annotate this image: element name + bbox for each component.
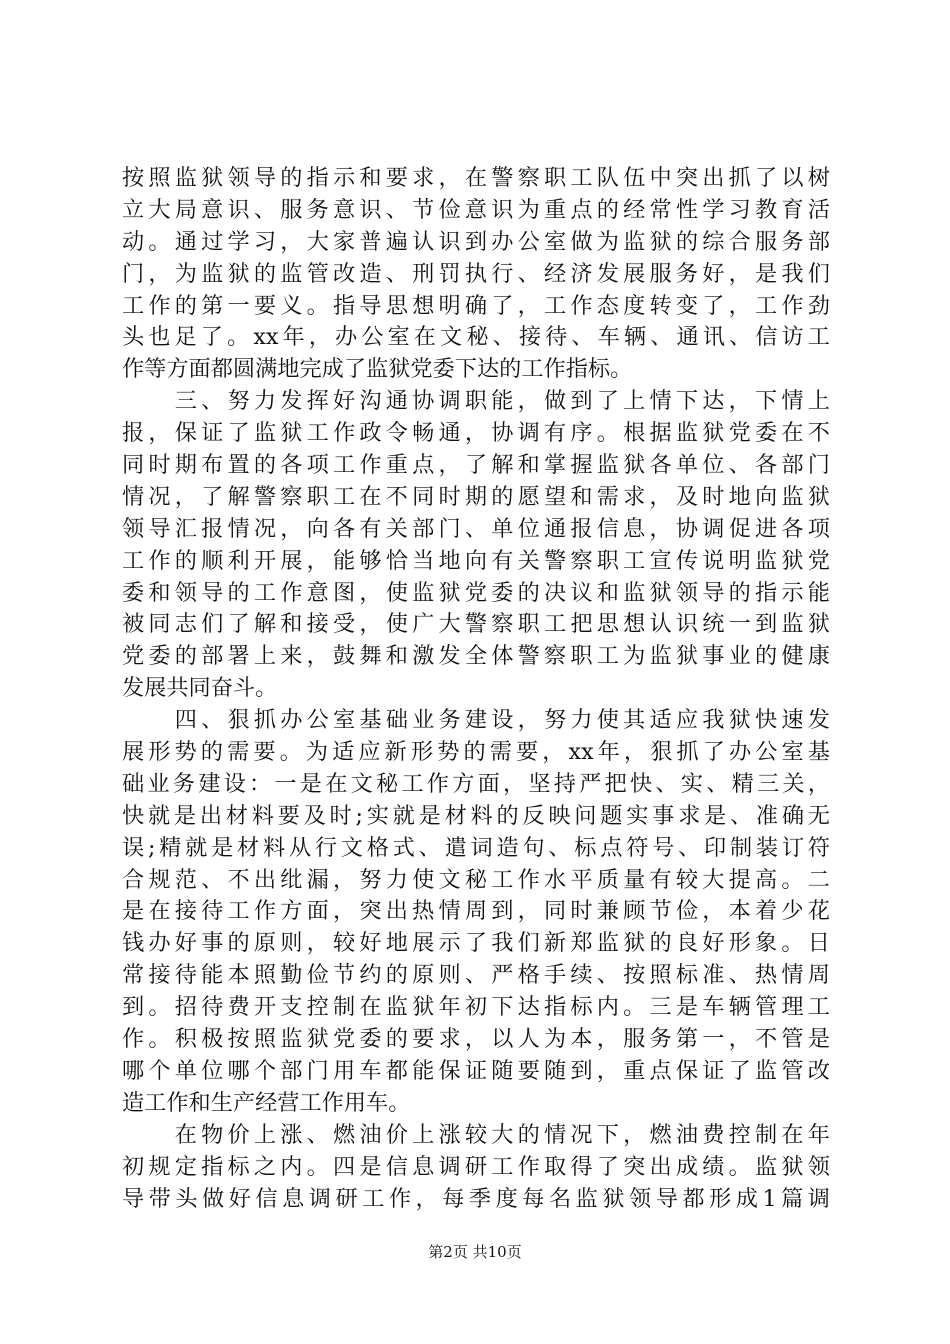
text-line: 被同志们了解和接受，使广大警察职工把思想认识统一到监狱 xyxy=(122,611,830,638)
page-number-footer: 第2页 共10页 xyxy=(428,1243,522,1261)
text-line: 委和领导的工作意图，使监狱党委的决议和监狱领导的指示能 xyxy=(122,579,830,606)
text-line: 造工作和生产经营工作用车。 xyxy=(122,1089,411,1116)
body-text xyxy=(122,163,830,1215)
text-line: 门，为监狱的监管改造、刑罚执行、经济发展服务好，是我们 xyxy=(122,260,830,287)
text-line: 到。招待费开支控制在监狱年初下达指标内。三是车辆管理工 xyxy=(122,994,830,1021)
text-line: 发展共同奋斗。 xyxy=(122,675,278,702)
text-line: 快就是出材料要及时;实就是材料的反映问题实事求是、准确无 xyxy=(122,802,830,829)
text-line: 作。积极按照监狱党委的要求，以人为本，服务第一，不管是 xyxy=(122,1026,830,1053)
text-line: 展形势的需要。为适应新形势的需要，xx年，狠抓了办公室基 xyxy=(122,739,830,766)
text-line: 合规范、不出纰漏，努力使文秘工作水平质量有较大提高。二 xyxy=(122,866,830,893)
text-line: 党委的部署上来，鼓舞和激发全体警察职工为监狱事业的健康 xyxy=(122,643,830,670)
text-line: 三、努力发挥好沟通协调职能，做到了上情下达，下情上 xyxy=(122,388,830,415)
text-line: 四、狠抓办公室基础业务建设，努力使其适应我狱快速发 xyxy=(122,707,830,734)
text-line: 同时期布置的各项工作重点，了解和掌握监狱各单位、各部门 xyxy=(122,452,830,479)
text-line: 领导汇报情况，向各有关部门、单位通报信息，协调促进各项 xyxy=(122,515,830,542)
text-line: 常接待能本照勤俭节约的原则、严格手续、按照标准、热情周 xyxy=(122,962,830,989)
text-line: 工作的第一要义。指导思想明确了，工作态度转变了，工作劲 xyxy=(122,292,830,319)
text-line: 是在接待工作方面，突出热情周到，同时兼顾节俭，本着少花 xyxy=(122,898,830,925)
text-line: 钱办好事的原则，较好地展示了我们新郑监狱的良好形象。日 xyxy=(122,930,830,957)
text-line: 导带头做好信息调研工作，每季度每名监狱领导都形成1篇调 xyxy=(122,1185,830,1212)
text-line: 报，保证了监狱工作政令畅通，协调有序。根据监狱党委在不 xyxy=(122,420,830,447)
text-line: 础业务建设：一是在文秘工作方面，坚持严把快、实、精三关， xyxy=(122,770,830,797)
text-line: 误;精就是材料从行文格式、遣词造句、标点符号、印制装订符 xyxy=(122,834,830,861)
text-line: 头也足了。xx年，办公室在文秘、接待、车辆、通讯、信访工 xyxy=(122,324,830,351)
text-line: 情况，了解警察职工在不同时期的愿望和需求，及时地向监狱 xyxy=(122,483,830,510)
text-line: 在物价上涨、燃油价上涨较大的情况下，燃油费控制在年 xyxy=(122,1121,830,1148)
text-line: 初规定指标之内。四是信息调研工作取得了突出成绩。监狱领 xyxy=(122,1153,830,1180)
text-line: 工作的顺利开展，能够恰当地向有关警察职工宣传说明监狱党 xyxy=(122,547,830,574)
text-line: 立大局意识、服务意识、节俭意识为重点的经常性学习教育活 xyxy=(122,196,830,223)
text-line: 作等方面都圆满地完成了监狱党委下达的工作指标。 xyxy=(122,356,633,383)
text-line: 动。通过学习，大家普遍认识到办公室做为监狱的综合服务部 xyxy=(122,228,830,255)
text-line: 哪个单位哪个部门用车都能保证随要随到，重点保证了监管改 xyxy=(122,1057,830,1084)
text-line: 按照监狱领导的指示和要求，在警察职工队伍中突出抓了以树 xyxy=(122,165,830,191)
